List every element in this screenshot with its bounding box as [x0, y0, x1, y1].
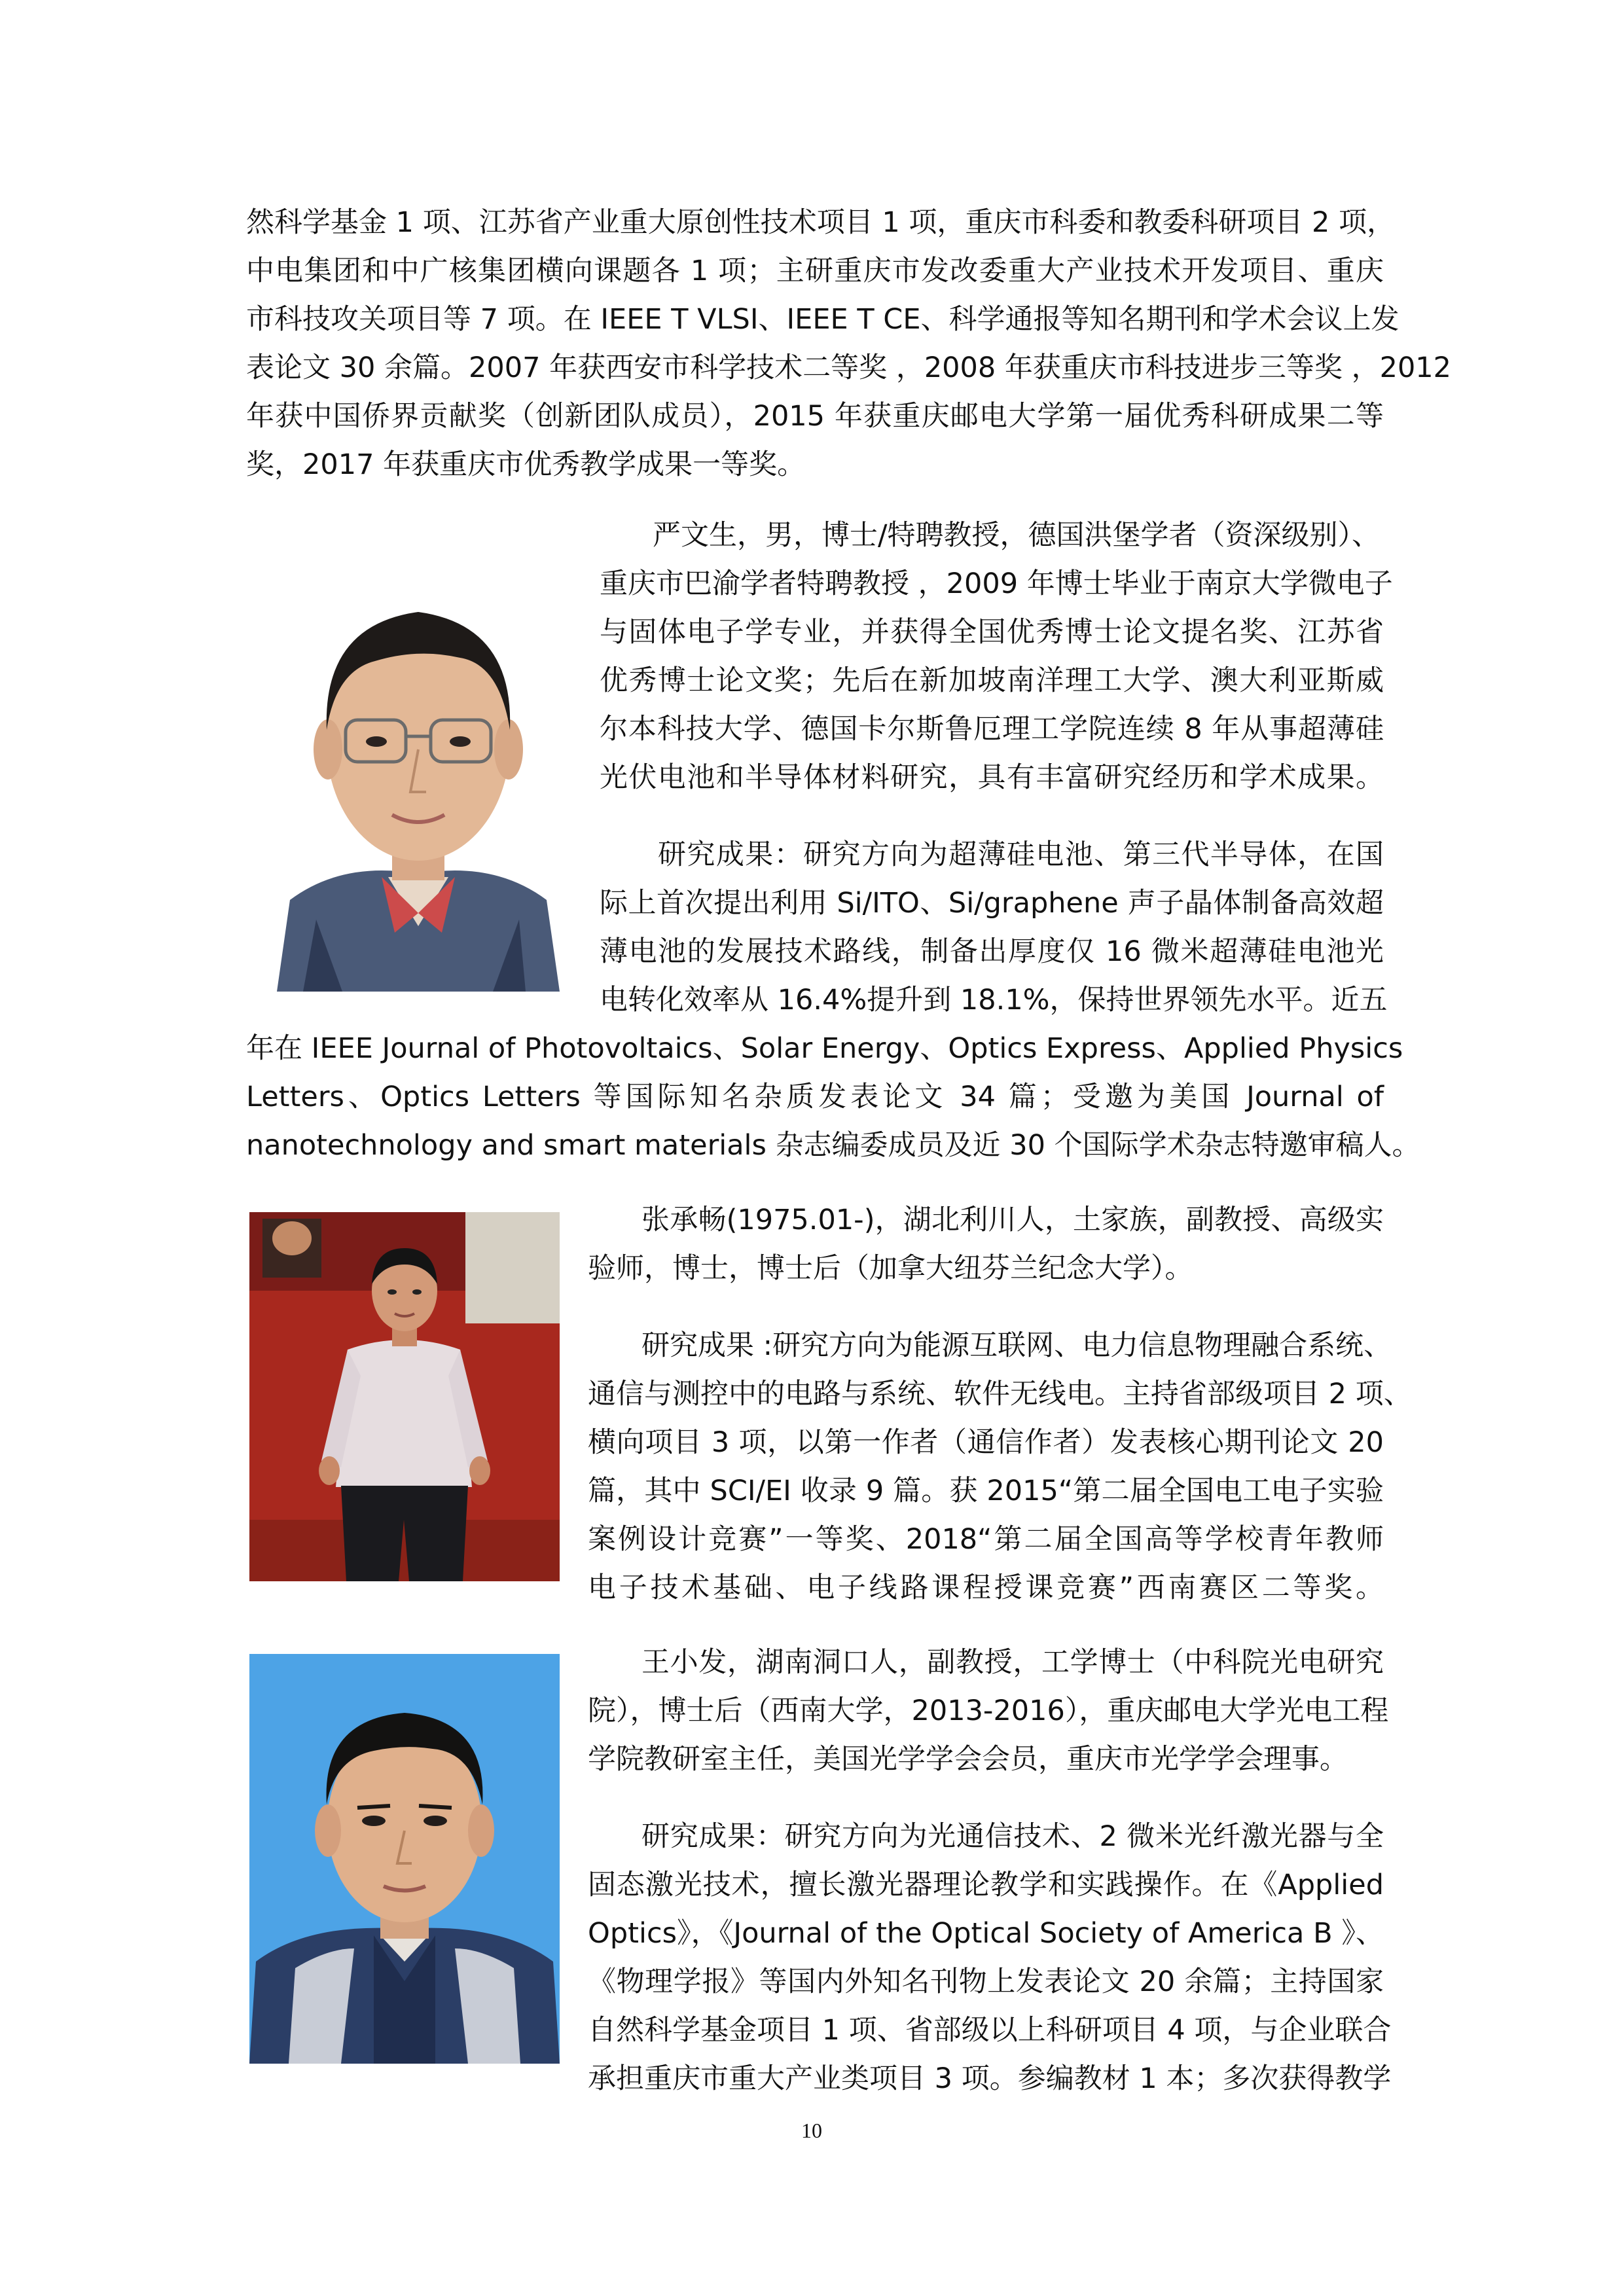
- research-line: 研究成果 :研究方向为能源互联网、电力信息物理融合系统、: [641, 1329, 1392, 1362]
- profile-photo-wang: [249, 1654, 560, 2064]
- research-line: nanotechnology and smart materials 杂志编委成员及近 30 个国际学术杂志特邀审稿人。: [246, 1129, 1420, 1162]
- portrait-image: [264, 533, 573, 992]
- bio-line: 学院教研室主任，美国光学学会会员，重庆市光学学会理事。: [588, 1743, 1348, 1776]
- bio-line: 优秀博士论文奖；先后在新加坡南洋理工大学、澳大利亚斯威: [600, 664, 1384, 697]
- bio-line: 验师，博士，博士后（加拿大纽芬兰纪念大学）。: [588, 1252, 1193, 1285]
- intro-line: 奖，2017 年获重庆市优秀教学成果一等奖。: [246, 448, 806, 481]
- research-line: 案例设计竞赛”一等奖、2018“第二届全国高等学校青年教师: [588, 1523, 1384, 1556]
- bio-line: 尔本科技大学、德国卡尔斯鲁厄理工学院连续 8 年从事超薄硅: [600, 713, 1384, 745]
- bio-line: 重庆市巴渝学者特聘教授 ，2009 年博士毕业于南京大学微电子: [600, 567, 1393, 600]
- intro-line: 年获中国侨界贡献奖（创新团队成员），2015 年获重庆邮电大学第一届优秀科研成果二等: [246, 400, 1384, 433]
- bio-line: 光伏电池和半导体材料研究，具有丰富研究经历和学术成果。: [600, 761, 1384, 794]
- research-line: 横向项目 3 项，以第一作者（通信作者）发表核心期刊论文 20: [588, 1426, 1384, 1459]
- page-number: 10: [801, 2119, 822, 2142]
- intro-line: 然科学基金 1 项、江苏省产业重大原创性技术项目 1 项，重庆市科委和教委科研项目 2 项，: [246, 206, 1396, 239]
- bio-line: 张承畅(1975.01-)，湖北利川人，土家族，副教授、高级实: [641, 1204, 1384, 1236]
- research-line: Letters、Optics Letters 等国际知名杂质发表论文 34 篇；受邀为美国 Journal of: [246, 1081, 1384, 1113]
- research-line: 固态激光技术，擅长激光器理论教学和实践操作。在《Applied: [588, 1869, 1384, 1901]
- profile-photo-yan: [264, 533, 573, 992]
- research-line: 薄电池的发展技术路线，制备出厚度仅 16 微米超薄硅电池光: [600, 935, 1384, 968]
- research-line: 承担重庆市重大产业类项目 3 项。参编教材 1 本；多次获得教学: [588, 2062, 1392, 2095]
- research-line: 电转化效率从 16.4%提升到 18.1%，保持世界领先水平。近五: [600, 984, 1388, 1016]
- research-line: 篇，其中 SCI/EI 收录 9 篇。获 2015“第二届全国电工电子实验: [588, 1475, 1384, 1507]
- intro-line: 市科技攻关项目等 7 项。在 IEEE T VLSI、IEEE T CE、科学通报等知名期刊和学术会议上发: [246, 303, 1399, 336]
- research-line: 年在 IEEE Journal of Photovoltaics、Solar Energy、Optics Express、Applied Physics: [246, 1032, 1403, 1065]
- research-line: 自然科学基金项目 1 项、省部级以上科研项目 4 项，与企业联合: [588, 2014, 1392, 2047]
- bio-line: 院），博士后（西南大学，2013-2016），重庆邮电大学光电工程: [588, 1695, 1389, 1727]
- bio-line: 王小发，湖南洞口人，副教授，工学博士（中科院光电研究: [641, 1646, 1384, 1679]
- portrait-image: [249, 1212, 560, 1581]
- portrait-image: [249, 1654, 560, 2064]
- profile-photo-zhang: [249, 1212, 560, 1581]
- research-line: 研究成果：研究方向为光通信技术、2 微米光纤激光器与全: [641, 1820, 1384, 1853]
- research-line: Optics》，《Journal of the Optical Society of America B 》、: [588, 1917, 1384, 1950]
- intro-line: 表论文 30 余篇。2007 年获西安市科学技术二等奖 ，2008 年获重庆市科技进步三等奖 ，2012: [246, 351, 1452, 384]
- research-line: 通信与测控中的电路与系统、软件无线电。主持省部级项目 2 项、: [588, 1378, 1412, 1410]
- bio-line: 与固体电子学专业，并获得全国优秀博士论文提名奖、江苏省: [600, 616, 1384, 649]
- research-line: 研究成果：研究方向为超薄硅电池、第三代半导体，在国: [658, 838, 1384, 871]
- research-line: 际上首次提出利用 Si/ITO、Si/graphene 声子晶体制备高效超: [600, 887, 1384, 920]
- research-line: 电子技术基础、电子线路课程授课竞赛”西南赛区二等奖。: [588, 1571, 1384, 1604]
- research-line: 《物理学报》等国内外知名刊物上发表论文 20 余篇；主持国家: [588, 1965, 1384, 1998]
- bio-line: 严文生，男，博士/特聘教授，德国洪堡学者（资深级别）、: [653, 519, 1380, 552]
- intro-line: 中电集团和中广核集团横向课题各 1 项；主研重庆市发改委重大产业技术开发项目、重庆: [246, 255, 1384, 287]
